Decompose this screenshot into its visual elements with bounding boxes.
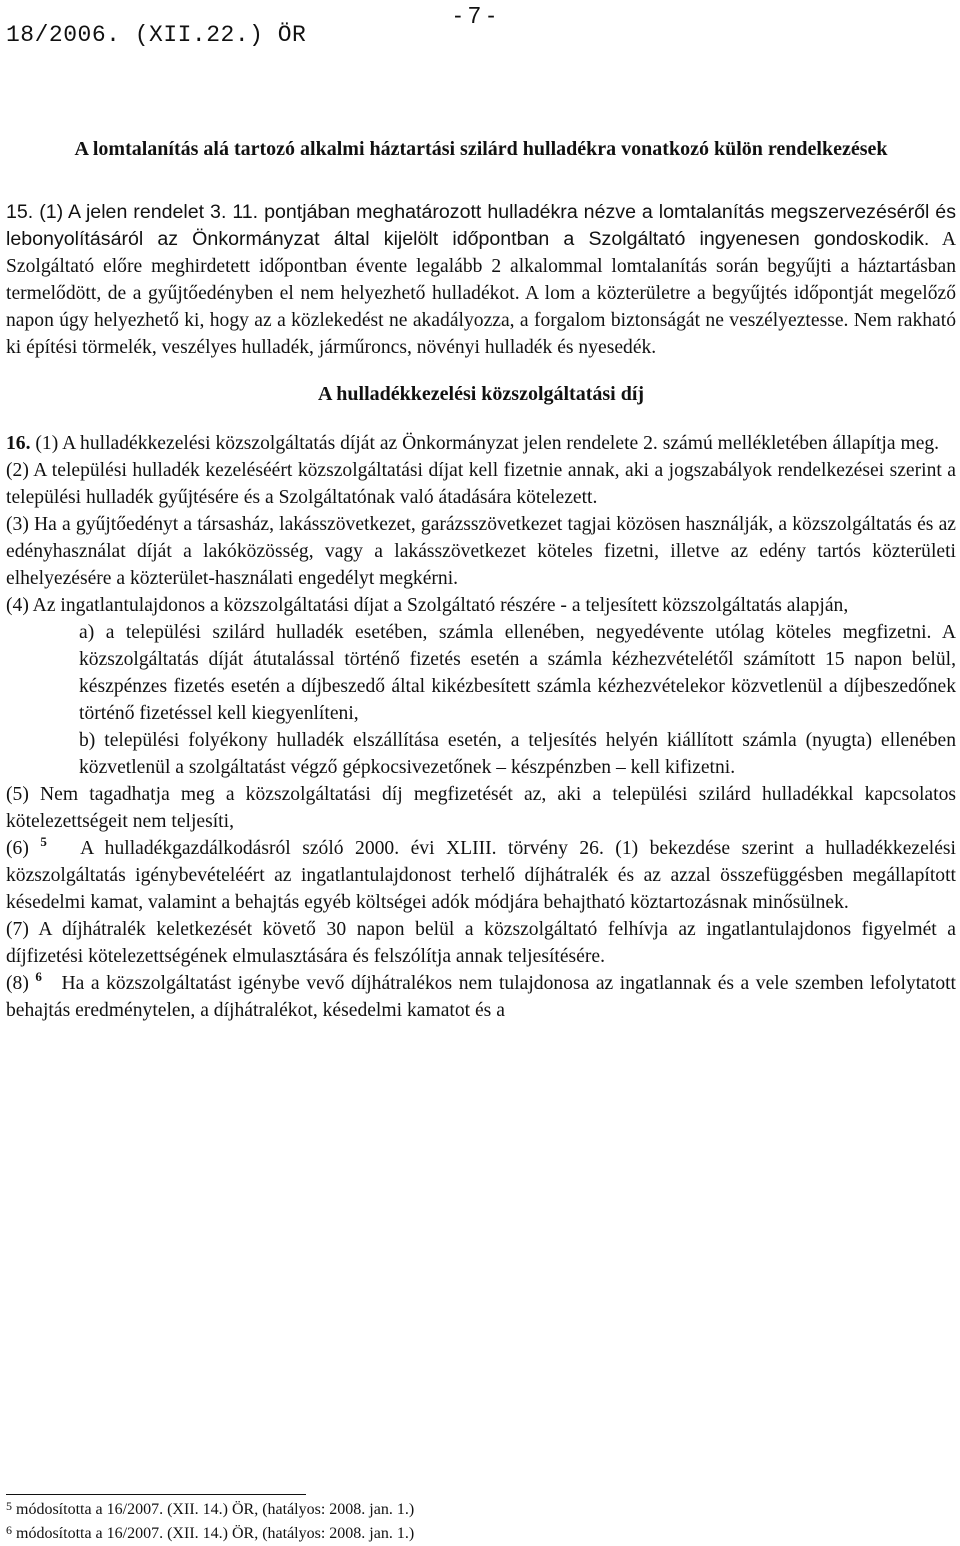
- paragraph-16-2: (2) A települési hulladék kezeléséért közszolgáltatási díjat kell fizetnie annak, aki a jogszabályok rendelkezései szerint a települési hulladék gyűjtésére és a Szolgáltatónak való átadására kötelezett.: [6, 460, 956, 508]
- paragraph-16-8-text: Ha a közszolgáltatást igénybe vevő díjhátralékos nem tulajdonosa az ingatlannak és a vele szemben lefolytatott behajtás eredménytelen, a díjhátralékot, késedelmi kamatot és a: [6, 973, 957, 1021]
- footnote-ref-6[interactable]: 6: [35, 969, 42, 984]
- paragraph-15-part1: 15. (1) A jelen rendelet 3. 11. pontjában meghatározott hulladékra nézve a lomtalanítás megszervezéséről és lebonyolításáról az Önkormányzat által kijelölt időpontban a Szolgáltató ingyenesen gondoskodik.: [6, 201, 956, 250]
- paragraph-16-8: [6, 970, 956, 1024]
- paragraph-15: [6, 199, 956, 361]
- footnote-text: módosította a 16/2007. (XII. 14.) ÖR, (hatályos: 2008. jan. 1.): [16, 1525, 415, 1542]
- footnote-mark: 5: [6, 1499, 12, 1513]
- footnote-6: [6, 1522, 414, 1546]
- paragraph-16-6: [6, 835, 956, 916]
- paragraph-16-1-text: (1) A hulladékkezelési közszolgáltatás díját az Önkormányzat jelen rendelete 2. számú mellékletében állapítja meg.: [35, 433, 940, 454]
- document-id: 18/2006. (XII.22.) ÖR: [6, 22, 307, 48]
- paragraph-16-5: (5) Nem tagadhatja meg a közszolgáltatási díj megfizetését az, aki a települési szilárd hulladékkal kapcsolatos kötelezettségeit nem teljesíti,: [6, 784, 956, 832]
- paragraph-16-6-lead: (6): [6, 838, 29, 859]
- paragraph-16-8-lead: (8): [6, 973, 29, 994]
- page-body: [6, 136, 956, 1024]
- paragraph-16-4a: a) a települési szilárd hulladék esetében, számla ellenében, negyedévente utólag köteles megfizetni. A közszolgáltatás díját átutalással történő fizetés esetén a számla kézhezvételétől számított 15 napon belül, készpénzes fizetés esetén a díjbeszedő által kikézbesített számla kézhezvételekor közvetlenül a díjbeszedőnek történő fizetéssel kell kiegyenlíteni,: [79, 622, 956, 724]
- footnote-ref-5[interactable]: 5: [40, 834, 47, 849]
- page-number: - 7 -: [454, 2, 495, 28]
- section-title-dij: A hulladékkezelési közszolgáltatási díj: [317, 383, 645, 405]
- footnotes: [6, 1498, 414, 1546]
- paragraph-16-4: (4) Az ingatlantulajdonos a közszolgáltatási díjat a Szolgáltató részére - a teljesített közszolgáltatás alapján,: [6, 595, 849, 616]
- paragraph-16-3: (3) Ha a gyűjtőedényt a társasház, lakásszövetkezet, garázsszövetkezet tagjai közösen használják, a közszolgáltatás és az edényhasználat díját a lakóközösség, vagy a lakásszövetkezet köteles fizetni, illetve az edény tartós közterületi elhelyezésére a közterület-használati engedélyt megkérni.: [6, 514, 956, 589]
- paragraph-16-6-text: A hulladékgazdálkodásról szóló 2000. évi XLIII. törvény 26. (1) bekezdése szerint a hulladékkezelési közszolgáltatás igénybevételéért az ingatlantulajdonost terhelő díjhátralék és az azzal összefüggésben megállapított késedelmi kamat, valamint a behajtás egyéb költségei adók módjára behajtható köztartozásnak minősülnek.: [6, 838, 956, 913]
- paragraph-16-7: (7) A díjhátralék keletkezését követő 30 napon belül a közszolgáltató felhívja az ingatlantulajdonos figyelmét a díjfizetési kötelezettségének elmulasztására és felszólítja annak teljesítésére.: [6, 919, 956, 967]
- footnote-5: [6, 1498, 414, 1522]
- footnote-mark: 6: [6, 1523, 12, 1537]
- section-title-lomtalanitas: A lomtalanítás alá tartozó alkalmi háztartási szilárd hulladékra vonatkozó külön rendelkezések: [74, 138, 888, 160]
- paragraph-15-part2: A Szolgáltató előre meghirdetett időpontban évente legalább 2 alkalommal lomtalanítás során begyűjti a háztartásban termelődött, de a gyűjtőedényben el nem helyezhető hulladékot. A lom a közterületre a begyűjtés időpontját megelőző napon úgy helyezhető ki, hogy az a közlekedést ne akadályozza, a forgalom biztonságát ne veszélyeztesse. Nem rakható ki építési törmelék, veszélyes hulladék, járműroncs, növényi hulladék és nyesedék.: [6, 229, 956, 358]
- footnote-divider: [6, 1494, 306, 1495]
- paragraph-16-1: [6, 430, 956, 457]
- footnote-text: módosította a 16/2007. (XII. 14.) ÖR, (hatályos: 2008. jan. 1.): [16, 1501, 415, 1518]
- paragraph-16-number: 16.: [6, 433, 31, 454]
- paragraph-16-4b: b) települési folyékony hulladék elszállítása esetén, a teljesítés helyén kiállított számla (nyugta) ellenében közvetlenül a szolgáltatást végző gépkocsivezetőnek – készpénzben – kell kifizetni.: [79, 730, 956, 778]
